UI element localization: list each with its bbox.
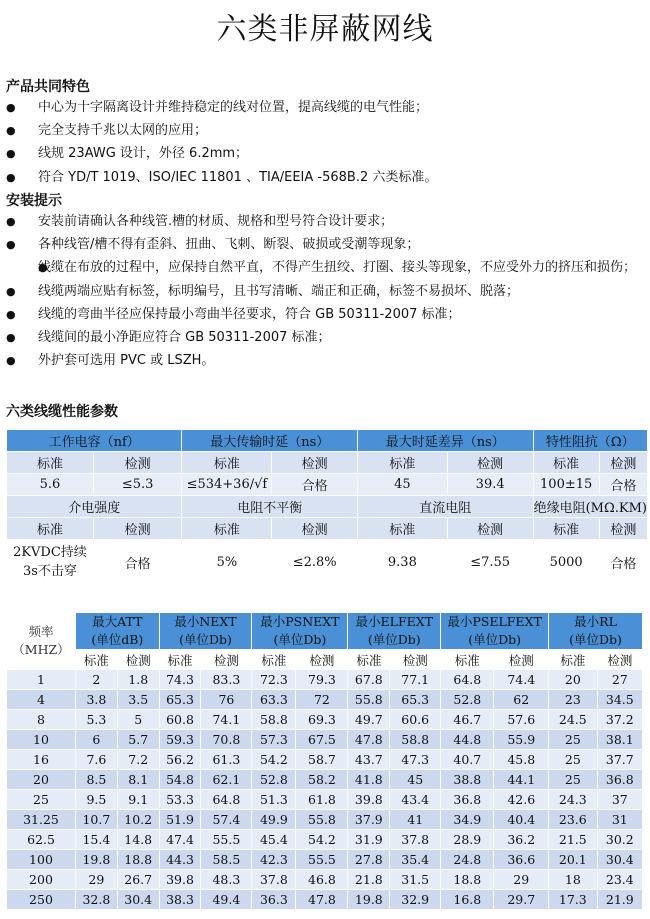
table-row bbox=[7, 650, 643, 670]
page-title: 六类非屏蔽网线 bbox=[216, 12, 434, 47]
table-cell: 31.5 bbox=[390, 870, 441, 890]
table-cell: 18 bbox=[549, 870, 598, 890]
table-row bbox=[7, 496, 648, 518]
table-cell: 37.7 bbox=[597, 750, 642, 770]
header-cell-test: 检测 bbox=[93, 452, 182, 474]
header-cell-standard: 标准 bbox=[533, 518, 599, 540]
table-cell: 44.3 bbox=[159, 850, 201, 870]
table-cell: 19.8 bbox=[348, 890, 390, 910]
group-header-cell: 特性阻抗（Ω） bbox=[533, 430, 647, 452]
table-cell: 合格 bbox=[272, 474, 358, 496]
table-cell: 70.8 bbox=[201, 730, 252, 750]
table-cell: ≤7.55 bbox=[447, 540, 533, 585]
table-cell: 合格 bbox=[599, 474, 647, 496]
table-cell: 57.4 bbox=[201, 810, 252, 830]
table-cell: 46.8 bbox=[296, 870, 348, 890]
table-cell: 24.8 bbox=[441, 850, 494, 870]
table-cell: 74.3 bbox=[159, 670, 201, 690]
table-row bbox=[7, 540, 648, 585]
table-cell: 39.8 bbox=[159, 870, 201, 890]
table-cell: 57.6 bbox=[494, 710, 549, 730]
table-cell: 36.2 bbox=[494, 830, 549, 850]
header-cell-standard: 标准 bbox=[441, 650, 494, 670]
table-cell: 5000 bbox=[533, 540, 599, 585]
table-row bbox=[7, 790, 643, 810]
table-cell: 24.5 bbox=[549, 710, 598, 730]
table-cell: 53.3 bbox=[159, 790, 201, 810]
table-cell: 34.9 bbox=[441, 810, 494, 830]
table-cell: 37.8 bbox=[390, 830, 441, 850]
table-cell: 65.3 bbox=[159, 690, 201, 710]
table-cell: 39.4 bbox=[447, 474, 533, 496]
table-cell: 32.9 bbox=[390, 890, 441, 910]
table-cell: 37.2 bbox=[597, 710, 642, 730]
table-cell: 1.8 bbox=[117, 670, 159, 690]
cell-line: 最小ELFEXT bbox=[355, 614, 434, 629]
table-cell: 64.8 bbox=[441, 670, 494, 690]
table-cell: 9.38 bbox=[358, 540, 448, 585]
frequency-cell: 10 bbox=[7, 730, 76, 750]
table-cell: 39.8 bbox=[348, 790, 390, 810]
table-cell: 64.8 bbox=[201, 790, 252, 810]
table-cell: 29.7 bbox=[494, 890, 549, 910]
group-header-cell bbox=[549, 613, 643, 650]
header-cell-standard: 标准 bbox=[182, 452, 272, 474]
table-cell: 27.8 bbox=[348, 850, 390, 870]
header-cell-standard: 标准 bbox=[7, 518, 94, 540]
table-row bbox=[7, 430, 648, 452]
table-cell: 31 bbox=[597, 810, 642, 830]
table-cell: 58.5 bbox=[201, 850, 252, 870]
cell-line: (单位Db) bbox=[273, 632, 327, 647]
group-header-cell: 介电强度 bbox=[7, 496, 182, 518]
frequency-params-table bbox=[6, 612, 643, 910]
group-header-cell: 工作电容（nf） bbox=[7, 430, 182, 452]
table-cell: 6 bbox=[75, 730, 117, 750]
table-cell: 48.3 bbox=[201, 870, 252, 890]
group-header-cell: 最大传输时延（ns） bbox=[182, 430, 358, 452]
list-item: ● 中心为十字隔离设计并维持稳定的线对位置，提高线缆的电气性能； bbox=[6, 96, 646, 119]
table-cell: 60.8 bbox=[159, 710, 201, 730]
table-cell: 18.8 bbox=[117, 850, 159, 870]
table-cell: 7.6 bbox=[75, 750, 117, 770]
table-cell: 58.2 bbox=[296, 770, 348, 790]
group-header-cell bbox=[441, 613, 549, 650]
table-cell: 5.7 bbox=[117, 730, 159, 750]
table-cell: 45.4 bbox=[252, 830, 296, 850]
frequency-cell: 200 bbox=[7, 870, 76, 890]
table-cell: 52.8 bbox=[252, 770, 296, 790]
table-cell: 38.3 bbox=[159, 890, 201, 910]
table-cell: 8.1 bbox=[117, 770, 159, 790]
table-cell: 58.8 bbox=[252, 710, 296, 730]
table-cell: 16.8 bbox=[441, 890, 494, 910]
table-cell: 29 bbox=[494, 870, 549, 890]
table-row bbox=[7, 452, 648, 474]
cell-line: 最小NEXT bbox=[174, 614, 237, 629]
table-cell: 79.3 bbox=[296, 670, 348, 690]
table-cell: 47.4 bbox=[159, 830, 201, 850]
header-cell-test: 检测 bbox=[447, 518, 533, 540]
table-cell: 72 bbox=[296, 690, 348, 710]
list-item: ● 安装前请确认各种线管.槽的材质、规格和型号符合设计要求； bbox=[6, 210, 646, 233]
table-cell: 37.8 bbox=[252, 870, 296, 890]
group-header-cell bbox=[348, 613, 441, 650]
table-cell: 40.7 bbox=[441, 750, 494, 770]
table-cell: 38.1 bbox=[597, 730, 642, 750]
table-cell: 5 bbox=[117, 710, 159, 730]
frequency-cell: 31.25 bbox=[7, 810, 76, 830]
table-cell: 55.5 bbox=[201, 830, 252, 850]
list-item: ● 各种线管/槽不得有歪斜、扭曲、飞刺、断裂、破损或受潮等现象； bbox=[6, 233, 646, 256]
table-cell: 40.4 bbox=[494, 810, 549, 830]
electrical-params-table bbox=[6, 429, 648, 585]
table-cell: 15.4 bbox=[75, 830, 117, 850]
table-cell: 49.9 bbox=[252, 810, 296, 830]
table-cell: 25 bbox=[549, 750, 598, 770]
frequency-cell: 8 bbox=[7, 710, 76, 730]
table-cell: 25 bbox=[549, 730, 598, 750]
header-cell-test: 检测 bbox=[599, 518, 647, 540]
table-cell: 62.1 bbox=[201, 770, 252, 790]
table-cell: 45.8 bbox=[494, 750, 549, 770]
group-header-cell bbox=[75, 613, 159, 650]
table-cell: 54.8 bbox=[159, 770, 201, 790]
table-cell: 41.8 bbox=[348, 770, 390, 790]
table-row bbox=[7, 670, 643, 690]
table-cell: 60.6 bbox=[390, 710, 441, 730]
table-row bbox=[7, 810, 643, 830]
table-row bbox=[7, 830, 643, 850]
cell-line: 3s不击穿 bbox=[22, 564, 77, 579]
table-cell: 31.9 bbox=[348, 830, 390, 850]
cell-line: （MHZ） bbox=[12, 642, 70, 657]
table-cell: 46.7 bbox=[441, 710, 494, 730]
table-cell: 67.8 bbox=[348, 670, 390, 690]
table-cell: 9.5 bbox=[75, 790, 117, 810]
cell-line: 最小RL bbox=[574, 614, 617, 629]
table-cell: 47.3 bbox=[390, 750, 441, 770]
group-header-cell bbox=[252, 613, 348, 650]
cell-line: 最小PSELFEXT bbox=[447, 614, 542, 629]
table-cell: 23.6 bbox=[549, 810, 598, 830]
header-cell-test: 检测 bbox=[494, 650, 549, 670]
table-cell: 10.7 bbox=[75, 810, 117, 830]
frequency-cell: 20 bbox=[7, 770, 76, 790]
frequency-cell: 100 bbox=[7, 850, 76, 870]
install-heading: 安装提示 bbox=[6, 193, 62, 209]
header-cell-test: 检测 bbox=[447, 452, 533, 474]
table-cell: 29 bbox=[75, 870, 117, 890]
header-cell-standard: 标准 bbox=[159, 650, 201, 670]
table-cell: ≤2.8% bbox=[272, 540, 358, 585]
table-row bbox=[7, 850, 643, 870]
header-cell-test: 检测 bbox=[272, 452, 358, 474]
table-cell: 30.4 bbox=[117, 890, 159, 910]
header-cell-test: 检测 bbox=[390, 650, 441, 670]
install-list bbox=[6, 210, 646, 372]
table-cell: 26.7 bbox=[117, 870, 159, 890]
cell-line: (单位Db) bbox=[468, 632, 521, 647]
cell-line: 频率 bbox=[28, 624, 54, 639]
table-cell: 100±15 bbox=[533, 474, 599, 496]
table-cell: 61.8 bbox=[296, 790, 348, 810]
table-cell: 20 bbox=[549, 670, 598, 690]
list-item: ● 线规 23AWG 设计，外径 6.2mm； bbox=[6, 142, 646, 165]
table-cell: 45 bbox=[390, 770, 441, 790]
table-cell: 36.6 bbox=[494, 850, 549, 870]
table-cell: ≤534+36/√f bbox=[182, 474, 272, 496]
group-header-cell bbox=[159, 613, 252, 650]
table-cell: 43.7 bbox=[348, 750, 390, 770]
table-cell: 合格 bbox=[93, 540, 182, 585]
table-cell: 49.7 bbox=[348, 710, 390, 730]
table-cell: 35.4 bbox=[390, 850, 441, 870]
table-cell: 42.3 bbox=[252, 850, 296, 870]
header-cell-standard: 标准 bbox=[533, 452, 599, 474]
table-cell: 56.2 bbox=[159, 750, 201, 770]
header-cell-standard: 标准 bbox=[348, 650, 390, 670]
header-cell-standard: 标准 bbox=[7, 452, 94, 474]
table-cell: 52.8 bbox=[441, 690, 494, 710]
table-cell: 30.4 bbox=[597, 850, 642, 870]
table-cell: 21.8 bbox=[348, 870, 390, 890]
table-cell: 44.1 bbox=[494, 770, 549, 790]
table-cell: 51.3 bbox=[252, 790, 296, 810]
table-cell: 74.1 bbox=[201, 710, 252, 730]
table-cell: 74.4 bbox=[494, 670, 549, 690]
table-cell: 72.3 bbox=[252, 670, 296, 690]
list-item: ● 线缆间的最小净距应符合 GB 50311-2007 标准； bbox=[6, 326, 646, 349]
table-cell: 9.1 bbox=[117, 790, 159, 810]
table-cell: 19.8 bbox=[75, 850, 117, 870]
header-cell-test: 检测 bbox=[117, 650, 159, 670]
table-cell: 18.8 bbox=[441, 870, 494, 890]
cell-line: (单位dB) bbox=[91, 632, 144, 647]
list-item: ● 线缆两端应贴有标签，标明编号，且书写清晰、端正和正确，标签不易损坏、脱落； bbox=[6, 280, 646, 303]
table-cell: 49.4 bbox=[201, 890, 252, 910]
table-cell: 54.2 bbox=[296, 830, 348, 850]
table-cell: 5% bbox=[182, 540, 272, 585]
table-cell: 42.6 bbox=[494, 790, 549, 810]
table-row bbox=[7, 474, 648, 496]
header-cell-test: 检测 bbox=[201, 650, 252, 670]
table-cell: 45 bbox=[358, 474, 448, 496]
header-cell-standard: 标准 bbox=[75, 650, 117, 670]
table-row bbox=[7, 710, 643, 730]
cell-line: (单位Db) bbox=[179, 632, 232, 647]
table-cell: 47.8 bbox=[296, 890, 348, 910]
table-cell: 21.5 bbox=[549, 830, 598, 850]
frequency-cell: 62.5 bbox=[7, 830, 76, 850]
table-cell: 38.8 bbox=[441, 770, 494, 790]
params-heading: 六类线缆性能参数 bbox=[6, 404, 118, 420]
table-cell: 32.8 bbox=[75, 890, 117, 910]
table-cell: 43.4 bbox=[390, 790, 441, 810]
table-cell: 合格 bbox=[599, 540, 647, 585]
table-cell: 36.8 bbox=[441, 790, 494, 810]
table-cell: 3.8 bbox=[75, 690, 117, 710]
header-cell-test: 检测 bbox=[599, 452, 647, 474]
table-cell: 55.8 bbox=[296, 810, 348, 830]
table-cell: 63.3 bbox=[252, 690, 296, 710]
list-item: ● 符合 YD/T 1019、ISO/IEC 11801 、TIA/EEIA -568B.2 六类标准。 bbox=[6, 166, 646, 189]
frequency-header-cell bbox=[7, 613, 76, 670]
table-cell: 44.8 bbox=[441, 730, 494, 750]
features-heading: 产品共同特色 bbox=[6, 79, 90, 95]
header-cell-standard: 标准 bbox=[252, 650, 296, 670]
table-cell: 55.8 bbox=[348, 690, 390, 710]
table-cell: 54.2 bbox=[252, 750, 296, 770]
cell-line: (单位Db) bbox=[367, 632, 421, 647]
table-cell: 17.3 bbox=[549, 890, 598, 910]
frequency-cell: 25 bbox=[7, 790, 76, 810]
header-cell-standard: 标准 bbox=[358, 518, 448, 540]
table-cell: 58.8 bbox=[390, 730, 441, 750]
group-header-cell: 电阻不平衡 bbox=[182, 496, 358, 518]
table-row bbox=[7, 730, 643, 750]
table-cell: 83.3 bbox=[201, 670, 252, 690]
frequency-cell: 4 bbox=[7, 690, 76, 710]
header-cell-standard: 标准 bbox=[358, 452, 448, 474]
table-cell: 76 bbox=[201, 690, 252, 710]
header-cell-standard: 标准 bbox=[549, 650, 598, 670]
table-cell: 37.9 bbox=[348, 810, 390, 830]
features-list bbox=[6, 96, 646, 189]
table-cell: 61.3 bbox=[201, 750, 252, 770]
table-cell: 36.3 bbox=[252, 890, 296, 910]
table-row bbox=[7, 770, 643, 790]
table-row bbox=[7, 750, 643, 770]
table-cell: 41 bbox=[390, 810, 441, 830]
table-row bbox=[7, 890, 643, 910]
list-item: ● 线缆在布放的过程中，应保持自然平直，不得产生扭绞、打圈、接头等现象，不应受外力的挤压和损伤； bbox=[6, 256, 646, 279]
frequency-cell: 16 bbox=[7, 750, 76, 770]
table-cell: 10.2 bbox=[117, 810, 159, 830]
table-cell: 51.9 bbox=[159, 810, 201, 830]
table-row bbox=[7, 613, 643, 650]
table-cell: 7.2 bbox=[117, 750, 159, 770]
table-cell bbox=[7, 540, 94, 585]
table-cell: 23 bbox=[549, 690, 598, 710]
cell-line: (单位Db) bbox=[569, 632, 622, 647]
table-cell: 3.5 bbox=[117, 690, 159, 710]
header-cell-standard: 标准 bbox=[182, 518, 272, 540]
table-cell: 77.1 bbox=[390, 670, 441, 690]
table-cell: 2 bbox=[75, 670, 117, 690]
table-cell: 36.8 bbox=[597, 770, 642, 790]
table-cell: 37 bbox=[597, 790, 642, 810]
table-cell: 55.5 bbox=[296, 850, 348, 870]
list-item: ● 完全支持千兆以太网的应用； bbox=[6, 119, 646, 142]
table-cell: 30.2 bbox=[597, 830, 642, 850]
group-header-cell: 直流电阻 bbox=[358, 496, 534, 518]
table-cell: 57.3 bbox=[252, 730, 296, 750]
table-cell: 5.6 bbox=[7, 474, 94, 496]
table-cell: 65.3 bbox=[390, 690, 441, 710]
table-cell: 21.9 bbox=[597, 890, 642, 910]
cell-line: 最大ATT bbox=[92, 614, 143, 629]
table-cell: 47.8 bbox=[348, 730, 390, 750]
list-item: ● 外护套可选用 PVC 或 LSZH。 bbox=[6, 349, 646, 372]
header-cell-test: 检测 bbox=[597, 650, 642, 670]
cell-line: 2KVDC持续 bbox=[13, 545, 87, 560]
list-item: ● 线缆的弯曲半径应保持最小弯曲半径要求，符合 GB 50311-2007 标准； bbox=[6, 303, 646, 326]
header-cell-test: 检测 bbox=[272, 518, 358, 540]
table-row bbox=[7, 518, 648, 540]
table-cell: 67.5 bbox=[296, 730, 348, 750]
frequency-cell: 1 bbox=[7, 670, 76, 690]
group-header-cell: 最大时延差异（ns） bbox=[358, 430, 534, 452]
table-cell: ≤5.3 bbox=[93, 474, 182, 496]
group-header-cell: 绝缘电阻(MΩ.KM) bbox=[533, 496, 647, 518]
table-cell: 8.5 bbox=[75, 770, 117, 790]
header-cell-test: 检测 bbox=[296, 650, 348, 670]
table-cell: 5.3 bbox=[75, 710, 117, 730]
table-cell: 58.7 bbox=[296, 750, 348, 770]
header-cell-test: 检测 bbox=[93, 518, 182, 540]
table-cell: 28.9 bbox=[441, 830, 494, 850]
table-cell: 55.9 bbox=[494, 730, 549, 750]
table-cell: 25 bbox=[549, 770, 598, 790]
frequency-cell: 250 bbox=[7, 890, 76, 910]
table-cell: 59.3 bbox=[159, 730, 201, 750]
table-cell: 62 bbox=[494, 690, 549, 710]
table-cell: 34.5 bbox=[597, 690, 642, 710]
table-cell: 23.4 bbox=[597, 870, 642, 890]
table-row bbox=[7, 870, 643, 890]
cell-line: 最小PSNEXT bbox=[260, 614, 340, 629]
table-row bbox=[7, 690, 643, 710]
table-cell: 24.3 bbox=[549, 790, 598, 810]
table-cell: 69.3 bbox=[296, 710, 348, 730]
table-cell: 20.1 bbox=[549, 850, 598, 870]
table-cell: 27 bbox=[597, 670, 642, 690]
table-cell: 14.8 bbox=[117, 830, 159, 850]
